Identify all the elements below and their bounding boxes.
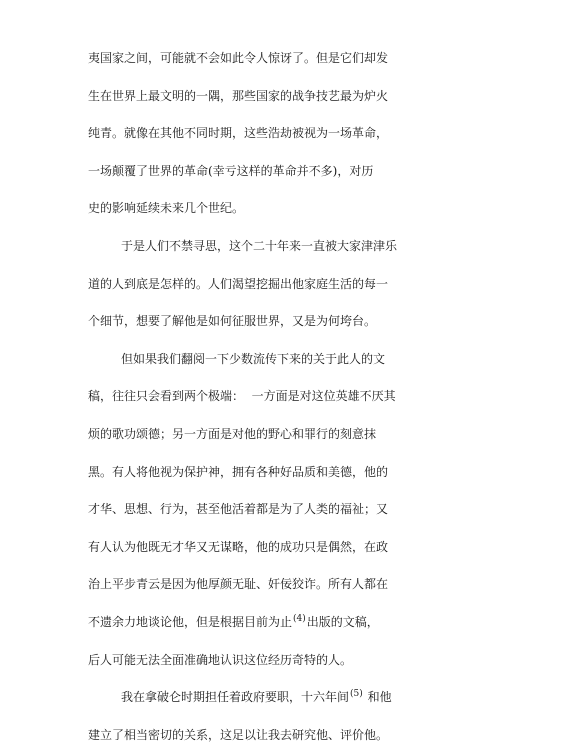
text-line: 建立了相当密切的关系，这足以让我去研究他、评价他。 — [88, 727, 389, 742]
text-line: 才华、思想、行为，甚至他活着都是为了人类的福祉；又 — [88, 502, 389, 517]
text-segment: 不遗余力地谈论他，但是根据目前为止 — [88, 615, 293, 629]
text-line: 于是人们不禁寻思，这个二十年来一直被大家津津乐 — [121, 239, 398, 253]
text-line: 后人可能无法全面准确地认识这位经历奇特的人。 — [88, 652, 353, 667]
text-segment: 和他 — [363, 690, 392, 705]
text-line: 个细节，想要了解他是如何征服世界，又是为何垮台。 — [88, 314, 377, 329]
text-line-with-footnote — [88, 610, 573, 634]
text-line: 史的影响延续未来几个世纪。 — [88, 201, 245, 216]
text-line: 治上平步青云是因为他厚颜无耻、奸佞狡诈。所有人都在 — [88, 577, 389, 592]
text-line: 道的人到底是怎样的。人们渴望挖掘出他家庭生活的每一 — [88, 276, 389, 291]
text-segment: 出版的文稿， — [306, 615, 379, 629]
text-line-with-footnote — [121, 685, 573, 709]
text-line: 但如果我们翻阅一下少数流传下来的关于此人的文 — [121, 351, 386, 366]
text-line: 夷国家之间，可能就不会如此令人惊讶了。但是它们却发 — [88, 51, 389, 65]
text-line: 一场颠覆了世界的革命(幸亏这样的革命并不多)，对历 — [88, 163, 374, 178]
text-line: 烦的歌功颂德；另一方面是对他的野心和罪行的刻意抹 — [88, 427, 377, 441]
text-line: 生在世界上最文明的一隅，那些国家的战争技艺最为炉火 — [88, 88, 389, 103]
text-segment: 我在拿破仑时期担任着政府要职，十六年间 — [121, 690, 350, 705]
text-line: 有人认为他既无才华又无谋略，他的成功只是偶然，在政 — [88, 539, 389, 554]
text-line: 稿，往往只会看到两个极端： 一方面是对这位英雄不厌其 — [88, 389, 396, 404]
footnote-marker[interactable]: (4) — [293, 614, 306, 624]
footnote-marker[interactable]: (5) — [350, 689, 363, 700]
text-line: 纯青。就像在其他不同时期，这些浩劫被视为一场革命， — [88, 126, 389, 141]
text-line: 黑。有人将他视为保护神，拥有各种好品质和美德，他的 — [88, 464, 389, 479]
